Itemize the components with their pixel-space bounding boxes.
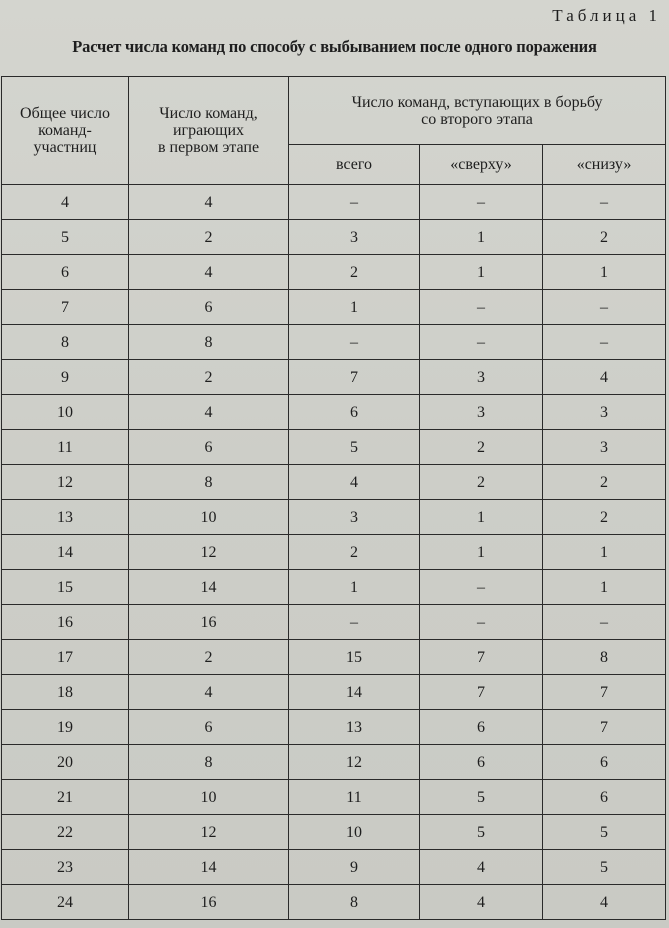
cell-first-stage: 12 — [129, 535, 289, 570]
table-body — [2, 185, 666, 920]
cell-top: – — [420, 290, 543, 325]
cell-total-teams: 12 — [2, 465, 129, 500]
header-total-teams-line: Общее число — [20, 105, 110, 122]
cell-total-teams: 14 — [2, 535, 129, 570]
cell-all: 3 — [289, 500, 420, 535]
cell-top: 3 — [420, 395, 543, 430]
cell-first-stage: 8 — [129, 325, 289, 360]
cell-total-teams: 18 — [2, 675, 129, 710]
cell-top: 7 — [420, 675, 543, 710]
table-row — [2, 815, 666, 850]
cell-first-stage: 4 — [129, 395, 289, 430]
cell-all: 2 — [289, 255, 420, 290]
table-row — [2, 850, 666, 885]
cell-top: 2 — [420, 465, 543, 500]
table-row — [2, 535, 666, 570]
cell-first-stage: 4 — [129, 675, 289, 710]
team-count-table — [1, 76, 666, 920]
header-second-stage-line: Число команд, вступающих в борьбу — [351, 93, 603, 111]
cell-total-teams: 8 — [2, 325, 129, 360]
cell-total-teams: 4 — [2, 185, 129, 220]
cell-top: 5 — [420, 780, 543, 815]
table-row — [2, 430, 666, 465]
cell-bottom: 7 — [543, 710, 666, 745]
cell-first-stage: 12 — [129, 815, 289, 850]
cell-bottom: 1 — [543, 535, 666, 570]
cell-all: 14 — [289, 675, 420, 710]
cell-all: 11 — [289, 780, 420, 815]
cell-first-stage: 2 — [129, 360, 289, 395]
cell-total-teams: 6 — [2, 255, 129, 290]
cell-all: 9 — [289, 850, 420, 885]
table-row — [2, 710, 666, 745]
cell-bottom: 5 — [543, 850, 666, 885]
cell-top: – — [420, 325, 543, 360]
header-first-stage-line: играющих — [172, 122, 245, 139]
cell-bottom: – — [543, 325, 666, 360]
cell-bottom: 4 — [543, 360, 666, 395]
cell-first-stage: 14 — [129, 850, 289, 885]
cell-all: 2 — [289, 535, 420, 570]
table-row — [2, 255, 666, 290]
cell-first-stage: 6 — [129, 430, 289, 465]
cell-total-teams: 19 — [2, 710, 129, 745]
cell-total-teams: 22 — [2, 815, 129, 850]
header-first-stage — [129, 77, 289, 185]
table-row — [2, 745, 666, 780]
cell-all: – — [289, 185, 420, 220]
cell-first-stage: 10 — [129, 780, 289, 815]
cell-top: 1 — [420, 255, 543, 290]
cell-bottom: 2 — [543, 465, 666, 500]
cell-all: – — [289, 605, 420, 640]
cell-all: 12 — [289, 745, 420, 780]
cell-top: – — [420, 185, 543, 220]
cell-all: 3 — [289, 220, 420, 255]
cell-first-stage: 4 — [129, 255, 289, 290]
cell-all: 8 — [289, 885, 420, 920]
cell-bottom: 2 — [543, 220, 666, 255]
cell-bottom: 6 — [543, 745, 666, 780]
cell-bottom: 6 — [543, 780, 666, 815]
cell-all: 10 — [289, 815, 420, 850]
cell-first-stage: 6 — [129, 290, 289, 325]
cell-first-stage: 4 — [129, 185, 289, 220]
header-all: всего — [289, 145, 420, 185]
cell-bottom: 1 — [543, 255, 666, 290]
cell-all: 6 — [289, 395, 420, 430]
cell-bottom: – — [543, 185, 666, 220]
cell-top: – — [420, 570, 543, 605]
cell-first-stage: 2 — [129, 220, 289, 255]
header-top: «сверху» — [420, 145, 543, 185]
cell-top: 2 — [420, 430, 543, 465]
cell-total-teams: 11 — [2, 430, 129, 465]
cell-bottom: 4 — [543, 885, 666, 920]
cell-total-teams: 20 — [2, 745, 129, 780]
table-row — [2, 640, 666, 675]
cell-all: 1 — [289, 570, 420, 605]
cell-top: 4 — [420, 850, 543, 885]
cell-first-stage: 8 — [129, 465, 289, 500]
cell-bottom: 2 — [543, 500, 666, 535]
cell-top: 1 — [420, 220, 543, 255]
cell-first-stage: 6 — [129, 710, 289, 745]
table-row — [2, 780, 666, 815]
table-row — [2, 465, 666, 500]
cell-all: 5 — [289, 430, 420, 465]
header-second-stage-line: со второго этапа — [421, 110, 533, 128]
cell-total-teams: 9 — [2, 360, 129, 395]
table-row — [2, 395, 666, 430]
cell-all: 15 — [289, 640, 420, 675]
cell-total-teams: 13 — [2, 500, 129, 535]
cell-total-teams: 10 — [2, 395, 129, 430]
cell-bottom: 7 — [543, 675, 666, 710]
table-number: Таблица 1 — [552, 6, 661, 25]
table-row — [2, 570, 666, 605]
cell-top: – — [420, 605, 543, 640]
cell-first-stage: 14 — [129, 570, 289, 605]
header-bottom: «снизу» — [543, 145, 666, 185]
table-row — [2, 290, 666, 325]
cell-top: 7 — [420, 640, 543, 675]
cell-top: 6 — [420, 745, 543, 780]
cell-bottom: 3 — [543, 395, 666, 430]
cell-bottom: – — [543, 290, 666, 325]
cell-top: 1 — [420, 535, 543, 570]
header-second-stage — [289, 77, 666, 145]
cell-first-stage: 8 — [129, 745, 289, 780]
cell-total-teams: 23 — [2, 850, 129, 885]
table-row — [2, 220, 666, 255]
header-total-teams-line: команд- — [38, 122, 92, 139]
cell-total-teams: 17 — [2, 640, 129, 675]
cell-top: 3 — [420, 360, 543, 395]
cell-first-stage: 2 — [129, 640, 289, 675]
header-total-teams — [2, 77, 129, 185]
cell-top: 5 — [420, 815, 543, 850]
cell-first-stage: 10 — [129, 500, 289, 535]
cell-top: 4 — [420, 885, 543, 920]
cell-bottom: 1 — [543, 570, 666, 605]
cell-first-stage: 16 — [129, 605, 289, 640]
table-row — [2, 885, 666, 920]
cell-bottom: – — [543, 605, 666, 640]
cell-total-teams: 24 — [2, 885, 129, 920]
header-first-stage-line: Число команд, — [159, 105, 258, 122]
table-row — [2, 500, 666, 535]
header-total-teams-line: участниц — [33, 139, 97, 156]
cell-all: 1 — [289, 290, 420, 325]
cell-total-teams: 7 — [2, 290, 129, 325]
cell-total-teams: 15 — [2, 570, 129, 605]
cell-all: 13 — [289, 710, 420, 745]
cell-bottom: 3 — [543, 430, 666, 465]
cell-total-teams: 21 — [2, 780, 129, 815]
cell-all: 4 — [289, 465, 420, 500]
table-row — [2, 675, 666, 710]
cell-all: – — [289, 325, 420, 360]
table-caption: Расчет числа команд по способу с выбыванием после одного поражения — [72, 37, 597, 56]
cell-bottom: 5 — [543, 815, 666, 850]
cell-all: 7 — [289, 360, 420, 395]
table-row — [2, 185, 666, 220]
cell-first-stage: 16 — [129, 885, 289, 920]
table-row — [2, 360, 666, 395]
table-row — [2, 325, 666, 360]
cell-top: 1 — [420, 500, 543, 535]
cell-top: 6 — [420, 710, 543, 745]
cell-bottom: 8 — [543, 640, 666, 675]
table-row — [2, 605, 666, 640]
header-first-stage-line: в первом этапе — [157, 139, 260, 156]
cell-total-teams: 5 — [2, 220, 129, 255]
cell-total-teams: 16 — [2, 605, 129, 640]
